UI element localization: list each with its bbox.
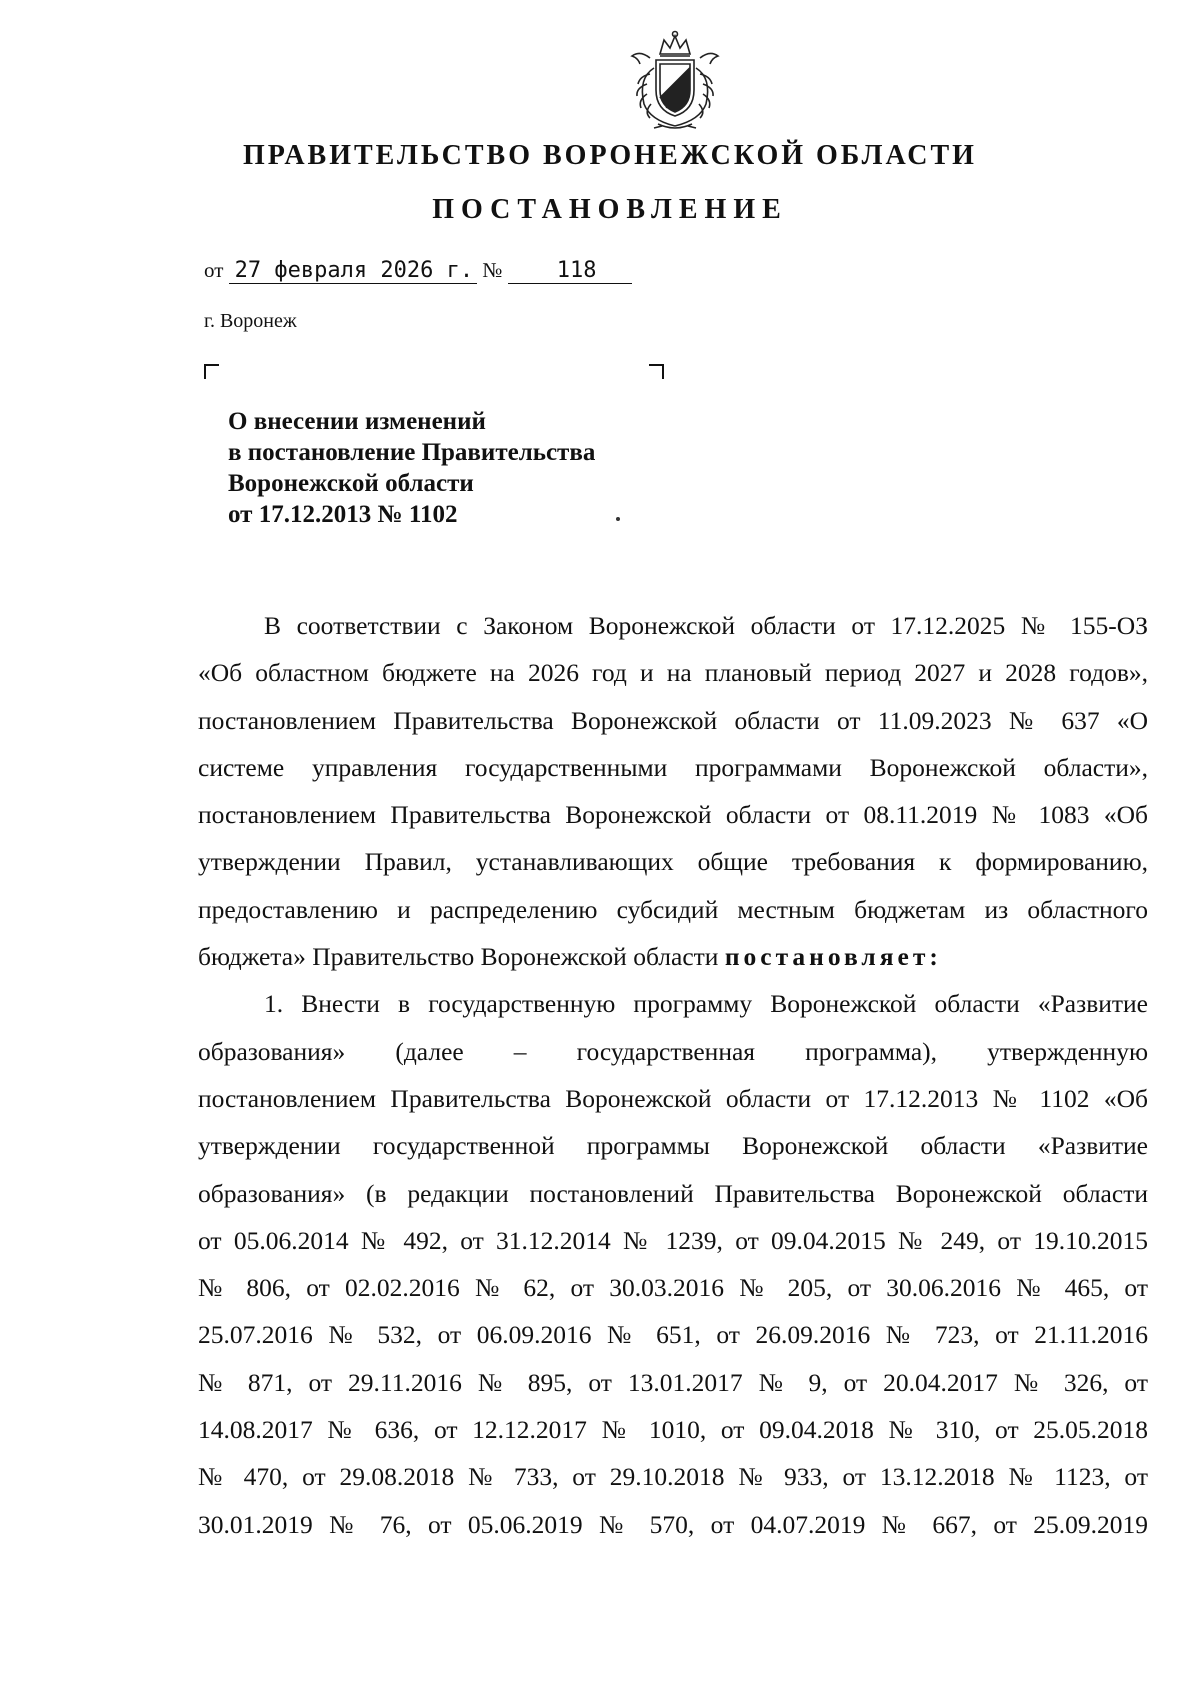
body-line: 1. Внести в государственную программу Воронежской области «Развитие bbox=[264, 989, 1148, 1019]
body-line: постановлением Правительства Воронежской области от 11.09.2023 № 637 «О bbox=[198, 705, 1148, 735]
body-line-final bbox=[198, 933, 1148, 980]
body-line: системе управления государственными программами Воронежской области», bbox=[198, 752, 1148, 782]
document-date: 27 февраля 2026 г. bbox=[229, 259, 477, 284]
date-prefix: от bbox=[204, 258, 224, 282]
body-line: предоставлению и распределению субсидий местным бюджетам из областного bbox=[198, 894, 1148, 924]
body-line: 14.08.2017 № 636, от 12.12.2017 № 1010, от 09.04.2018 № 310, от 25.05.2018 bbox=[198, 1415, 1148, 1445]
document-number: 118 bbox=[508, 259, 632, 284]
body-line: В соответствии с Законом Воронежской области от 17.12.2025 № 155-ОЗ bbox=[264, 611, 1148, 640]
body-line: № 871, от 29.11.2016 № 895, от 13.01.2017 № 9, от 20.04.2017 № 326, от bbox=[198, 1367, 1148, 1397]
voronezh-coat-of-arms-icon bbox=[620, 28, 730, 138]
body-line: «Об областном бюджете на 2026 год и на плановый период 2027 и 2028 годов», bbox=[198, 658, 1148, 688]
subject-line: от 17.12.2013 № 1102 bbox=[228, 501, 458, 528]
right-corner-mark bbox=[649, 364, 664, 379]
resolves-colon: : bbox=[929, 942, 942, 972]
body-line: образования» (в редакции постановлений Правительства Воронежской области bbox=[198, 1178, 1148, 1208]
left-corner-mark bbox=[204, 364, 219, 379]
subject-line: Воронежской области bbox=[228, 470, 474, 497]
body-line: 25.07.2016 № 532, от 06.09.2016 № 651, от 26.09.2016 № 723, от 21.11.2016 bbox=[198, 1320, 1148, 1350]
body-line: № 806, от 02.02.2016 № 62, от 30.03.2016 № 205, от 30.06.2016 № 465, от bbox=[198, 1273, 1148, 1303]
body-line: постановлением Правительства Воронежской области от 08.11.2019 № 1083 «Об bbox=[198, 800, 1148, 830]
subject-line: О внесении изменений bbox=[228, 408, 486, 435]
body-line: утверждении Правил, устанавливающих общие требования к формированию, bbox=[198, 847, 1148, 877]
body-line: 30.01.2019 № 76, от 05.06.2019 № 570, от 04.07.2019 № 667, от 25.09.2019 bbox=[198, 1509, 1148, 1539]
subject-line: в постановление Правительства bbox=[228, 439, 596, 466]
document-body bbox=[198, 602, 1148, 1548]
stray-mark bbox=[616, 517, 620, 521]
body-line: № 470, от 29.08.2018 № 733, от 29.10.2018 № 933, от 13.12.2018 № 1123, от bbox=[198, 1462, 1148, 1492]
government-title: ПРАВИТЕЛЬСТВО ВОРОНЕЖСКОЙ ОБЛАСТИ bbox=[243, 140, 977, 171]
body-line: от 05.06.2014 № 492, от 31.12.2014 № 1239, от 09.04.2015 № 249, от 19.10.2015 bbox=[198, 1225, 1148, 1255]
body-line: постановлением Правительства Воронежской области от 17.12.2013 № 1102 «Об bbox=[198, 1083, 1148, 1113]
date-number-line bbox=[204, 258, 632, 284]
number-prefix: № bbox=[482, 258, 503, 282]
body-line: утверждении государственной программы Воронежской области «Развитие bbox=[198, 1131, 1148, 1161]
final-line-text: бюджета» Правительство Воронежской области bbox=[198, 942, 719, 972]
resolves-word: постановляет bbox=[724, 942, 930, 972]
document-subject bbox=[228, 406, 595, 530]
document-type: ПОСТАНОВЛЕНИЕ bbox=[432, 194, 788, 225]
body-line: образования» (далее – государственная программа), утвержденную bbox=[198, 1036, 1148, 1066]
city: г. Воронеж bbox=[204, 310, 297, 332]
